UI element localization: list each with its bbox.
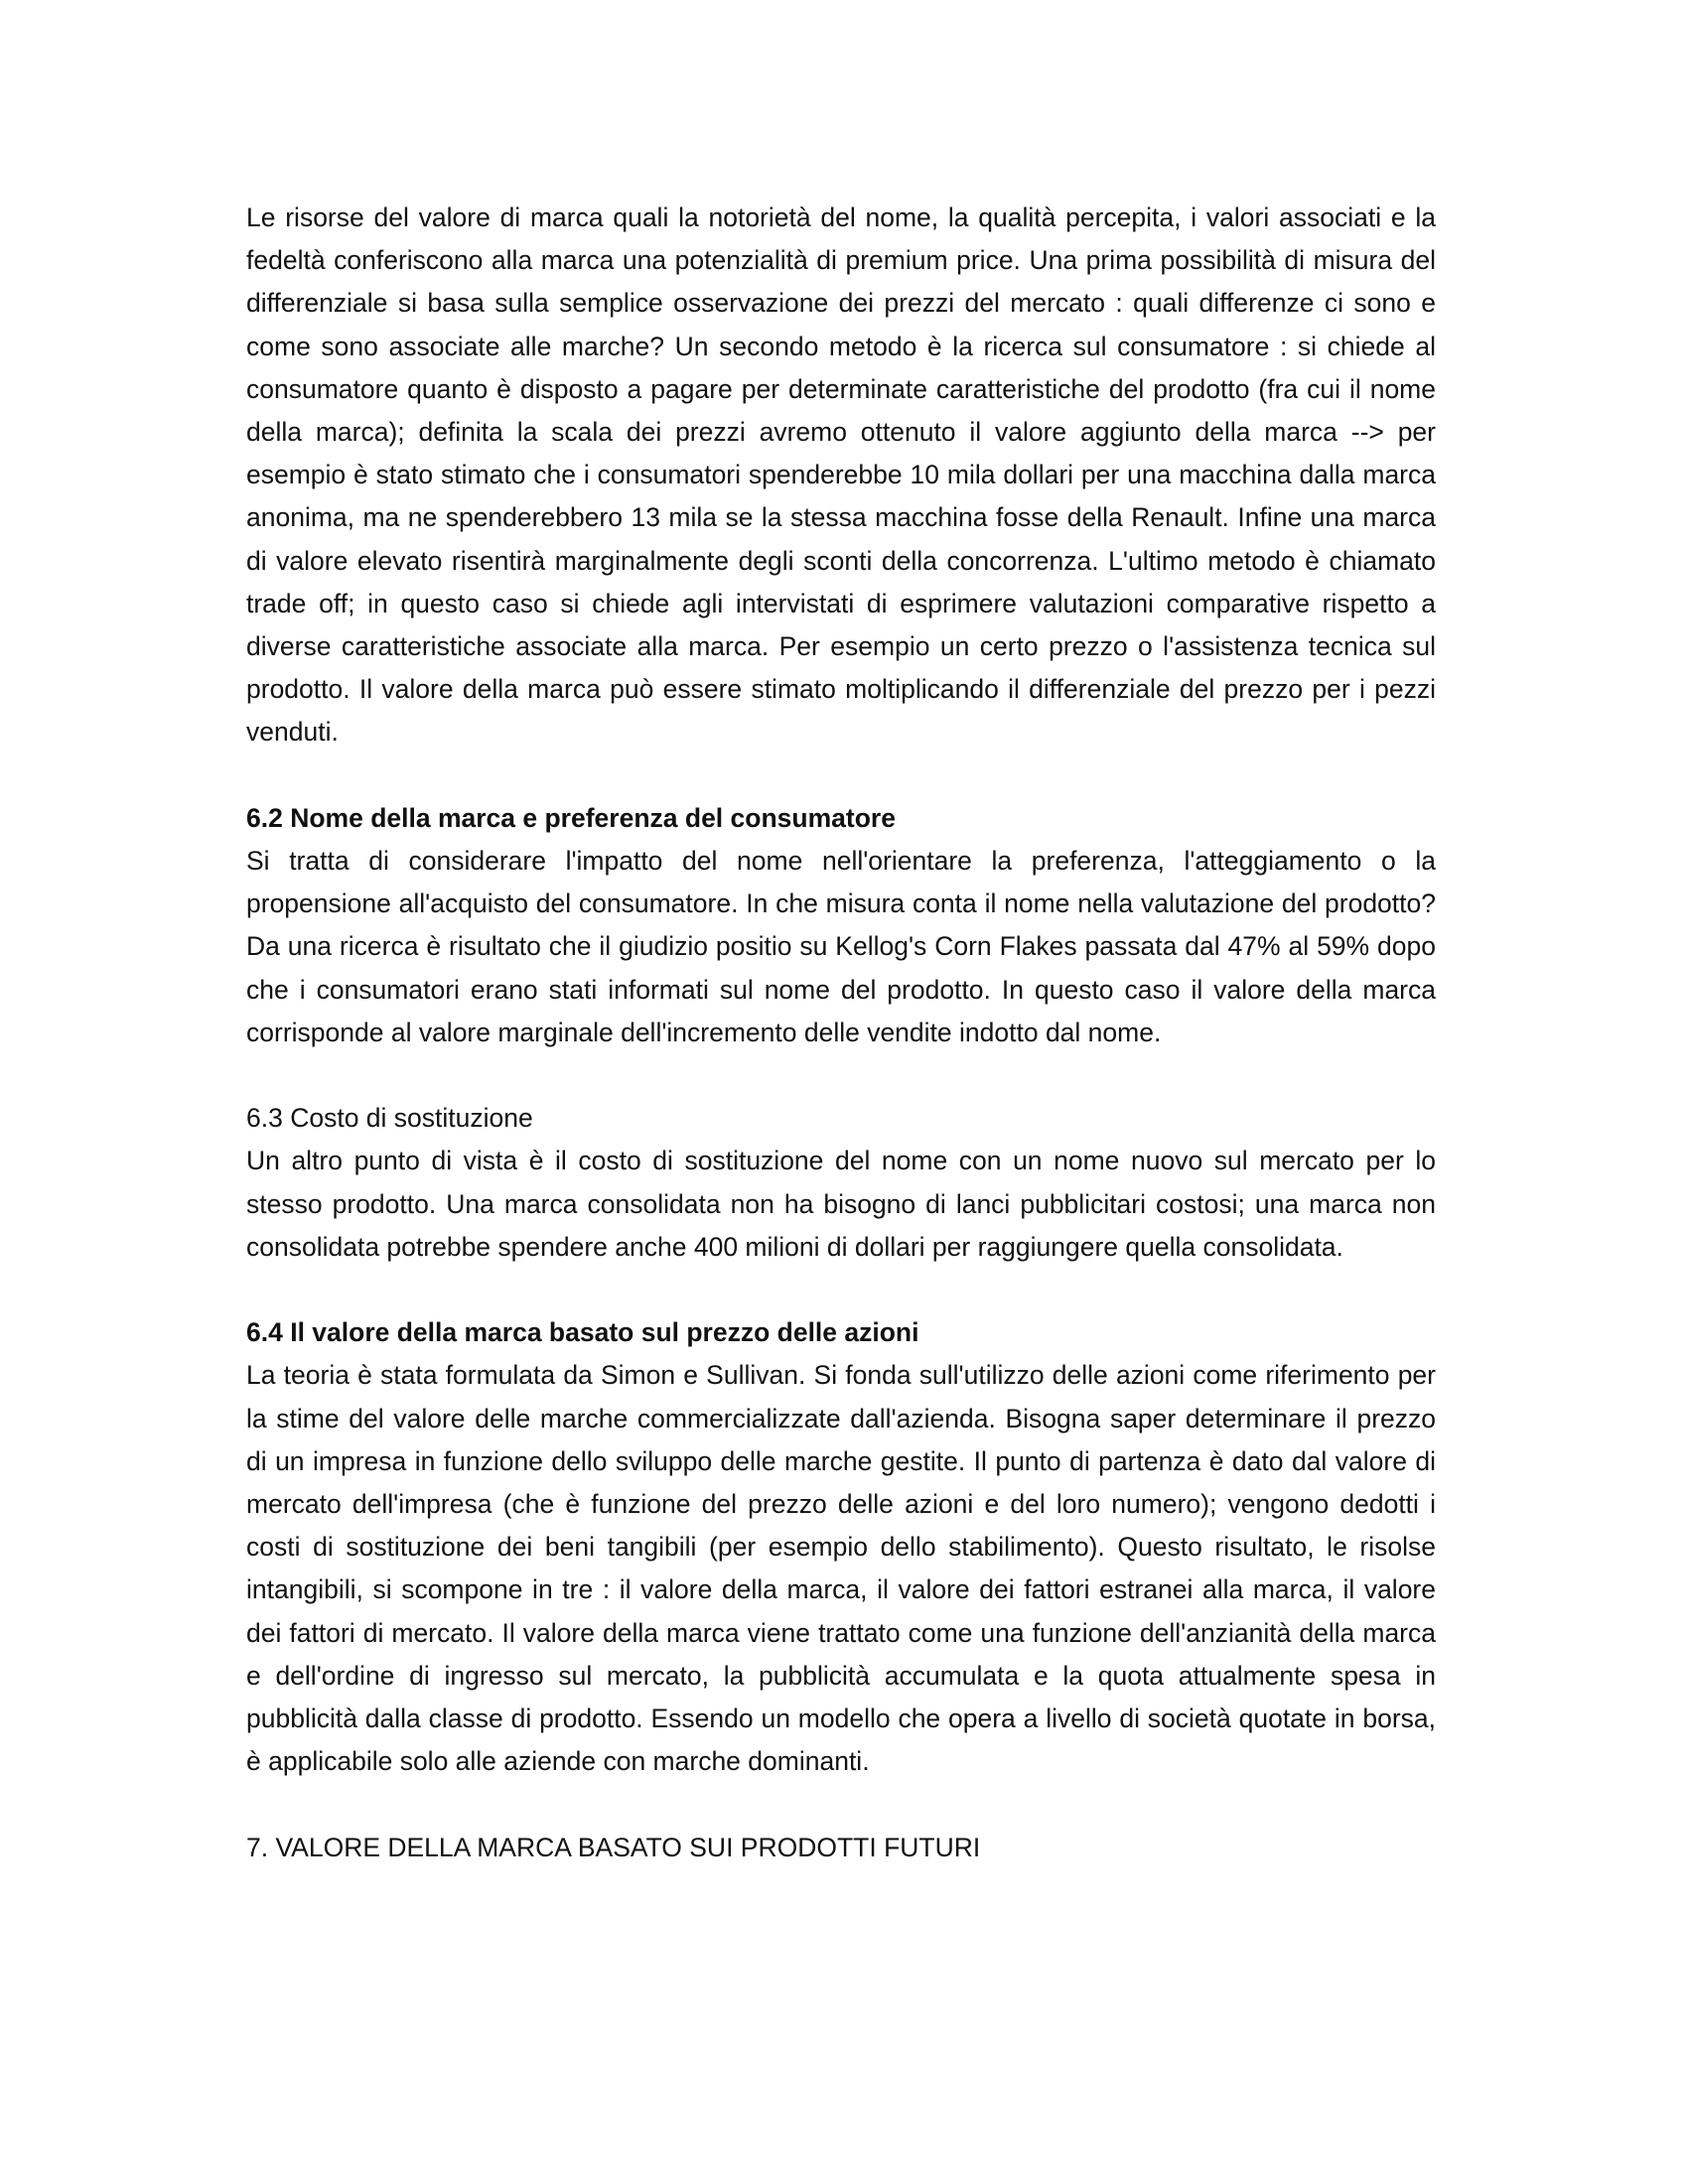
section-heading: 6.2 Nome della marca e preferenza del consumatore [246, 802, 896, 833]
chapter-heading: 7. VALORE DELLA MARCA BASATO SUI PRODOTTI FUTURI [246, 1832, 981, 1862]
section-body: La teoria è stata formulata da Simon e Sullivan. Si fonda sull'utilizzo delle azioni come riferimento per la stime del valore delle marche commercializzate dall'azienda. Bisogna saper determinare il prezzo di un impresa in funzione dello sviluppo delle marche gestite. Il punto di partenza è dato dal valore di mercato dell'impresa (che è funzione del prezzo delle azioni e del loro numero); vengono dedotti i costi di sostituzione dei beni tangibili (per esempio dello stabilimento). Questo risultato, le risolse intangibili, si scompone in tre : il valore della marca, il valore dei fattori estranei alla marca, il valore dei fattori di mercato. Il valore della marca viene trattato come una funzione dell'anzianità della marca e dell'ordine di ingresso sul mercato, la pubblicità accumulata e la quota attualmente spesa in pubblicità dalla classe di prodotto. Essendo un modello che opera a livello di società quotate in borsa, è applicabile solo alle aziende con marche dominanti. [246, 1360, 1436, 1777]
spacer [246, 1783, 1436, 1826]
section-body: Un altro punto di vista è il costo di sostituzione del nome con un nome nuovo sul mercato per lo stesso prodotto. Una marca consolidata non ha bisogno di lanci pubblicitari costosi; una marca non consolidata potrebbe spendere anche 400 milioni di dollari per raggiungere quella consolidata. [246, 1146, 1436, 1262]
section-6-3 [246, 1097, 1436, 1269]
spacer [246, 1054, 1436, 1097]
spacer [246, 754, 1436, 797]
spacer [246, 1269, 1436, 1311]
section-heading: 6.4 Il valore della marca basato sul prezzo delle azioni [246, 1317, 919, 1348]
section-6-2 [246, 797, 1436, 1054]
section-6-4 [246, 1311, 1436, 1783]
section-body: Si tratta di considerare l'impatto del nome nell'orientare la preferenza, l'atteggiamento o la propensione all'acquisto del consumatore. In che misura conta il nome nella valutazione del prodotto? Da una ricerca è risultato che il giudizio positio su Kellog's Corn Flakes passata dal 47% al 59% dopo che i consumatori erano stati informati sul nome del prodotto. In questo caso il valore della marca corrisponde al valore marginale dell'incremento delle vendite indotto dal nome. [246, 846, 1436, 1047]
section-heading: 6.3 Costo di sostituzione [246, 1103, 533, 1134]
intro-paragraph: Le risorse del valore di marca quali la notorietà del nome, la qualità percepita, i valori associati e la fedeltà conferiscono alla marca una potenzialità di premium price. Una prima possibilità di misura del differenziale si basa sulla semplice osservazione dei prezzi del mercato : quali differenze ci sono e come sono associate alle marche? Un secondo metodo è la ricerca sul consumatore : si chiede al consumatore quanto è disposto a pagare per determinate caratteristiche del prodotto (fra cui il nome della marca); definita la scala dei prezzi avremo ottenuto il valore aggiunto della marca --> per esempio è stato stimato che i consumatori spenderebbe 10 mila dollari per una macchina dalla marca anonima, ma ne spenderebbero 13 mila se la stessa macchina fosse della Renault. Infine una marca di valore elevato risentirà marginalmente degli sconti della concorrenza. L'ultimo metodo è chiamato trade off; in questo caso si chiede agli intervistati di esprimere valutazioni comparative rispetto a diverse caratteristiche associate alla marca. Per esempio un certo prezzo o l'assistenza tecnica sul prodotto. Il valore della marca può essere stimato moltiplicando il differenziale del prezzo per i pezzi venduti. [246, 203, 1436, 748]
document-page [246, 197, 1436, 1869]
